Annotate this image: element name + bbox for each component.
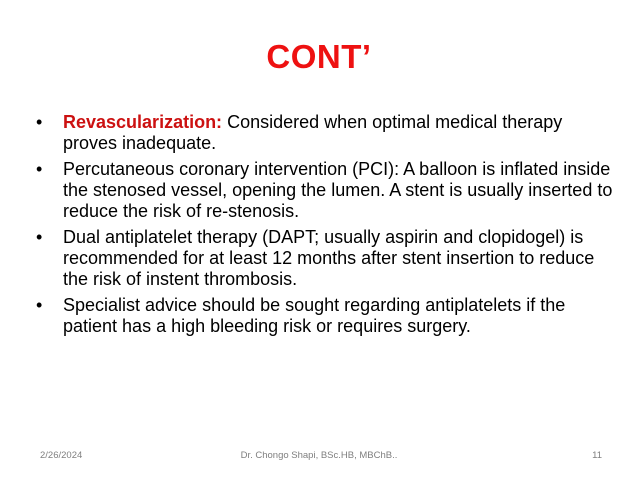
bullet-text: Percutaneous coronary intervention (PCI): A balloon is inflated inside the stenosed vessel, opening the lumen. A stent is usually inserted to reduce the risk of re-stenosis. bbox=[63, 159, 613, 221]
bullet-text: Specialist advice should be sought regarding antiplatelets if the patient has a high bleeding risk or requires surgery. bbox=[63, 295, 566, 336]
bullet-marker: • bbox=[36, 159, 43, 179]
bullet-item-dapt bbox=[36, 227, 616, 290]
bullet-item-revascularization bbox=[36, 112, 616, 154]
slide-title: CONT’ bbox=[266, 38, 372, 75]
bullet-list bbox=[36, 112, 616, 342]
bullet-marker: • bbox=[36, 295, 43, 315]
bullet-lead-term: Revascularization: bbox=[63, 112, 223, 132]
footer-date: 2/26/2024 bbox=[40, 450, 83, 461]
bullet-text: Considered when optimal medical therapy proves inadequate. bbox=[63, 112, 563, 153]
bullet-marker: • bbox=[36, 227, 43, 247]
bullet-marker: • bbox=[36, 112, 43, 132]
footer-author: Dr. Chongo Shapi, BSc.HB, MBChB.. bbox=[240, 450, 398, 461]
bullet-text: Dual antiplatelet therapy (DAPT; usually aspirin and clopidogel) is recommended for at least 12 months after stent insertion to reduce the risk of instent thrombosis. bbox=[63, 227, 595, 289]
bullet-item-specialist-advice bbox=[36, 295, 616, 337]
footer-page-number: 11 bbox=[592, 450, 602, 461]
bullet-item-pci bbox=[36, 159, 616, 222]
